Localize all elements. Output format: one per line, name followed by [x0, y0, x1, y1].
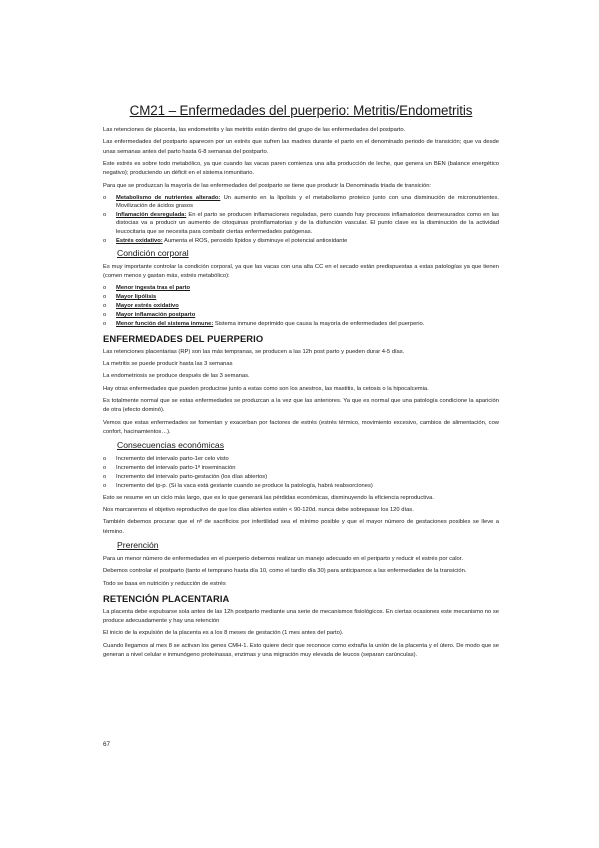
list-item-term: Metabolismo de nutrientes alterado: — [116, 194, 221, 201]
section-paragraph: Las retenciones placentarias (RP) son las más tempranas, se producen a las 12h post parto y pueden durar 4-5 días. — [103, 348, 405, 355]
bullet-icon: o — [103, 303, 107, 310]
section-paragraph: Para un menor número de enfermedades en el puerperio debemos realizar un manejo adecuado en el periparto y reducir el estrés por calor. — [103, 555, 463, 562]
list-item-text: Incremento del ip-p. (Si la vaca está gestante cuando se produce la patología, habrá reabsorciones) — [116, 483, 373, 490]
section-heading: Prerención — [117, 539, 159, 550]
section-paragraph: La endometriosis se produce después de las 3 semanas. — [103, 373, 250, 380]
list-item — [103, 302, 499, 310]
section-heading: ENFERMEDADES DEL PUERPERIO — [103, 332, 264, 344]
page-title: CM21 – Enfermedades del puerperio: Metritis/Endometritis — [129, 103, 473, 118]
bullet-icon: o — [103, 456, 107, 463]
condicion-list — [103, 284, 499, 328]
bullet-icon: o — [103, 194, 107, 201]
bullet-icon: o — [103, 465, 107, 472]
page-number: 67 — [103, 741, 111, 748]
list-item-text: Aumenta el ROS, peroxido lípidos y disminuye el potencial antioxidante — [162, 237, 348, 244]
list-item-text: Incremento del intervalo parto-1er celo visto — [116, 456, 229, 463]
list-item-text: Un aumento en la lipolisis y el metabolismo proteico junto con una disminución de micronutrientes. Movilización de ácidos grasos — [116, 194, 499, 210]
section-paragraph: Nos marcaremos el objetivo reproductivo de que los días abiertos estén < 90-120d. nunca debe sobrepasar los 120 días. — [103, 506, 414, 513]
intro-paragraph: Para que se produzcan la mayoría de las enfermedades del postparto se tiene que producir la Denominada triada de transición: — [103, 182, 432, 189]
triada-list — [103, 194, 499, 245]
section-paragraph: Hay otras enfermedades que pueden producirse junto a estas como son los anestros, las mastitis, la cetosis o la hipocalcemia. — [103, 385, 429, 392]
list-item — [103, 194, 499, 210]
section-heading: Consecuencias económicas — [117, 440, 225, 451]
section-paragraph: Cuando llegamos al mes 8 se activan los genes CMH-1. Esto quiere decir que reconoce como extraña la unión de la placenta y el útero. De modo que se generan a nivel celular e inmunógeno proteinasas, enzimas y una migración muy elevada de leucos (separan carúnculas). — [103, 642, 499, 659]
section-paragraph: Vemos que estas enfermedades se fomentan y exacerban por factores de estrés (estrés térmico, movimiento excesivo, cambios de alimentación, cow confort, hacinamientos…). — [103, 419, 499, 435]
list-item-term: Menor ingesta tras el parto — [116, 285, 191, 292]
list-item — [103, 482, 499, 490]
bullet-icon: o — [103, 212, 107, 219]
list-item-text: Incremento del intervalo parto-1ª inseminación — [116, 465, 236, 472]
section-paragraph: También debemos procurar que el nº de sacrificios por infertilidad sea el mínimo posible y que el mayor número de gestaciones posibles se lleve a término. — [103, 519, 499, 535]
section-paragraph: Esto se resume en un ciclo más largo, que es lo que generará las pérdidas económicas, disminuyendo la eficiencia reproductiva. — [103, 494, 434, 501]
intro-paragraph: Las enfermedades del postparto aparecen por un estrés que sufren las madres durante el parto en el denominado periodo de transición; que va desde unas semanas antes del parto hasta 6-8 semanas del postparto. — [103, 139, 499, 155]
list-item — [103, 311, 499, 319]
list-item-term: Estrés oxidativo: — [116, 237, 163, 244]
list-item-term: Inflamación desregulada: — [116, 212, 187, 219]
list-item — [103, 284, 499, 292]
section-paragraph: La metritis se puede producir hasta las 3 semanas — [103, 360, 233, 367]
list-item — [103, 320, 499, 328]
section-paragraph: El inicio de la expulsión de la placenta es a los 8 meses de gestación (1 mes antes del parto). — [103, 630, 344, 637]
bullet-icon: o — [103, 321, 107, 328]
bullet-icon: o — [103, 312, 107, 319]
section-paragraph: Todo se basa en nutrición y reducción de estrés — [103, 580, 226, 587]
list-item-term: Mayor lipólisis — [116, 294, 157, 301]
bullet-icon: o — [103, 483, 107, 490]
section-paragraph: Es totalmente normal que se estas enfermedades se produzcan a la vez que las anteriores. Ya que es normal que una patología condicione la aparición de otra (efecto dominó). — [103, 398, 499, 414]
list-item — [103, 293, 499, 301]
section-paragraph: La placenta debe expulsarse sola antes de las 12h postparto mediante una serie de mecanismos fisiológicos. En ciertas ocasiones este mecanismo no se produce adecuadamente y hay una retención — [103, 608, 499, 625]
consecuencias-list — [103, 455, 499, 490]
list-item-term: Mayor estrés oxidativo — [116, 303, 179, 310]
section-heading: RETENCIÓN PLACENTARIA — [103, 592, 230, 604]
list-item — [103, 464, 499, 472]
intro-paragraph: Las retenciones de placenta, las endometritis y las metritis están dentro del grupo de las enfermedades del postparto. — [103, 127, 406, 133]
list-item — [103, 455, 499, 463]
list-item-text: Incremento del intervalo parto-gestación (los días abiertos) — [116, 474, 268, 481]
list-item — [103, 237, 499, 245]
section-heading: Condición corporal — [117, 247, 189, 258]
list-item-term: Mayor inflamación postparto — [116, 312, 196, 319]
list-item — [103, 211, 499, 236]
page-content — [103, 103, 499, 663]
list-item-term: Menor función del sistema inmune: — [116, 321, 214, 328]
list-item — [103, 473, 499, 481]
section-paragraph: Es muy importante controlar la condición corporal, ya que las vacas con una alta CC en el secado están predispuestas a estas patologías ya que tienen (comen menos y gastan más, estrés metabólico): — [103, 263, 499, 279]
bullet-icon: o — [103, 285, 107, 292]
bullet-icon: o — [103, 474, 107, 481]
list-item-text: En el parto se producen inflamaciones reguladas, pero cuando hay procesos inflamatorios desmesurados como en las distocias va a producir un aumento de citoquinas proinflamatorias y de la disfunción vascular. El punto clave es la disminución de la actividad leucocitaria que se necesita para combatir ciertas enfermedades patógenas. — [116, 212, 499, 235]
list-item-text: Sistema inmune deprimido que causa la mayoría de enfermedades del puerperio. — [213, 321, 425, 328]
section-paragraph: Debemos controlar el postparto (tanto el temprano hasta día 10, como el tardío día 30) para anticiparnos a las enfermedades de la transición. — [103, 568, 467, 575]
bullet-icon: o — [103, 237, 107, 244]
intro-paragraph: Este estrés es sobre todo metabólico, ya que cuando las vacas paren comienza una alta producción de leche, que genera un BEN (balance energético negativo); produciendo un déficit en el sistema inmunitario. — [103, 160, 499, 177]
intro-section — [103, 126, 499, 191]
bullet-icon: o — [103, 294, 107, 301]
